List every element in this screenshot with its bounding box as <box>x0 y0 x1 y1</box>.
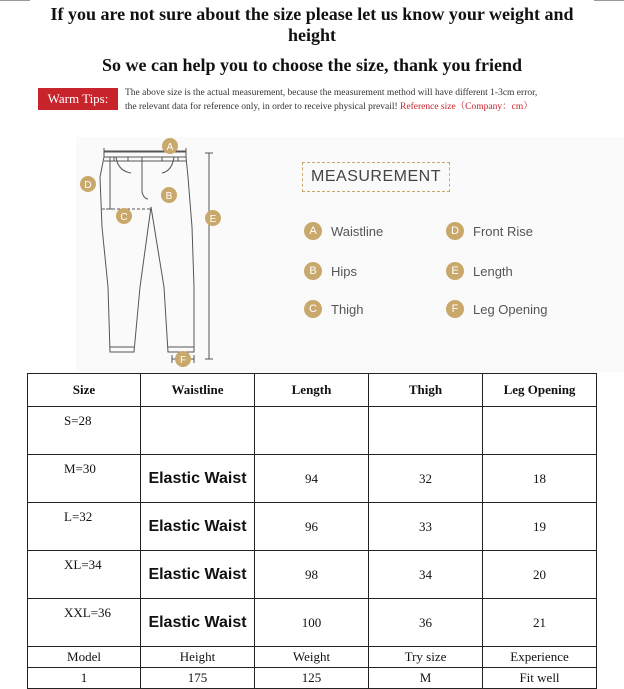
legend-label-waistline: Waistline <box>331 223 384 239</box>
size-cell: L=32 <box>28 503 141 551</box>
experience-cell: Fit well <box>483 668 597 689</box>
thigh-cell: 33 <box>369 503 483 551</box>
legend-label-leg-opening: Leg Opening <box>473 301 548 317</box>
legend-marker-c: C <box>304 300 322 318</box>
top-rule-right <box>594 0 624 1</box>
size-table-header <box>28 374 597 407</box>
waistline-cell: Elastic Waist <box>141 503 255 551</box>
legend-label-length: Length <box>473 263 513 279</box>
legend-marker-e: E <box>446 262 464 280</box>
model-table-header <box>28 647 597 668</box>
model-cell: 1 <box>28 668 141 689</box>
header-line-1: If you are not sure about the size please let us know your weight and <box>50 4 574 24</box>
weight-cell: 125 <box>255 668 369 689</box>
legend-leg-opening <box>446 299 547 319</box>
length-cell <box>255 407 369 455</box>
header-thigh: Thigh <box>369 374 483 407</box>
waistline-cell: Elastic Waist <box>141 455 255 503</box>
model-row <box>28 668 597 689</box>
legend-label-front-rise: Front Rise <box>473 223 533 239</box>
length-cell: 98 <box>255 551 369 599</box>
header-height: Height <box>141 647 255 668</box>
table-row <box>28 599 597 647</box>
header-leg-opening: Leg Opening <box>483 374 597 407</box>
leg-opening-cell: 20 <box>483 551 597 599</box>
leg-opening-cell: 21 <box>483 599 597 647</box>
warm-tips-line-1: The above size is the actual measurement, because the measurement method will have different 1-3cm error, <box>125 88 538 98</box>
legend-label-hips: Hips <box>331 263 358 279</box>
legend-marker-b: B <box>304 262 322 280</box>
warm-tips-line-2-text: the relevant data for reference only, in order to receive physical prevail! <box>125 102 398 112</box>
thigh-cell: 36 <box>369 599 483 647</box>
size-cell: S=28 <box>28 407 141 455</box>
thigh-cell <box>369 407 483 455</box>
table-row <box>28 503 597 551</box>
thigh-cell: 34 <box>369 551 483 599</box>
legend-marker-a: A <box>304 222 322 240</box>
measurement-title: MEASUREMENT <box>302 162 450 192</box>
try-size-cell: M <box>369 668 483 689</box>
header-length: Length <box>255 374 369 407</box>
waistline-cell <box>141 407 255 455</box>
table-row <box>28 551 597 599</box>
marker-b: B <box>165 191 173 202</box>
pants-diagram <box>76 137 276 367</box>
legend-front-rise <box>446 221 533 241</box>
leg-opening-cell: 19 <box>483 503 597 551</box>
header-size: Size <box>28 374 141 407</box>
marker-e: E <box>209 214 217 225</box>
legend-hips <box>304 261 357 281</box>
marker-c: C <box>120 212 128 223</box>
size-table <box>27 373 597 689</box>
header-weight: Weight <box>255 647 369 668</box>
table-row <box>28 407 597 455</box>
legend-label-thigh: Thigh <box>331 301 364 317</box>
length-cell: 94 <box>255 455 369 503</box>
marker-f: F <box>179 355 187 366</box>
length-cell: 100 <box>255 599 369 647</box>
warm-tips-text <box>125 86 537 114</box>
header-line-3: So we can help you to choose the size, thank you friend <box>101 55 523 75</box>
height-cell: 175 <box>141 668 255 689</box>
marker-d: D <box>84 180 92 191</box>
marker-a: A <box>166 142 174 153</box>
header-try-size: Try size <box>369 647 483 668</box>
thigh-cell: 32 <box>369 455 483 503</box>
size-cell: XL=34 <box>28 551 141 599</box>
header-waistline: Waistline <box>141 374 255 407</box>
legend-waistline <box>304 221 383 241</box>
header-model: Model <box>28 647 141 668</box>
leg-opening-cell: 18 <box>483 455 597 503</box>
header-line-2: height <box>287 25 336 45</box>
legend-length <box>446 261 513 281</box>
top-rule-left <box>0 0 30 1</box>
table-row <box>28 455 597 503</box>
reference-size-note: Reference size（Company：cm） <box>400 102 533 112</box>
size-cell: XXL=36 <box>28 599 141 647</box>
waistline-cell: Elastic Waist <box>141 551 255 599</box>
size-cell: M=30 <box>28 455 141 503</box>
waistline-cell: Elastic Waist <box>141 599 255 647</box>
leg-opening-cell <box>483 407 597 455</box>
legend-thigh <box>304 299 364 319</box>
header-experience: Experience <box>483 647 597 668</box>
warm-tips-badge: Warm Tips: <box>38 88 118 110</box>
legend-marker-f: F <box>446 300 464 318</box>
length-cell: 96 <box>255 503 369 551</box>
legend-marker-d: D <box>446 222 464 240</box>
warm-tips-line-2 <box>125 100 537 114</box>
